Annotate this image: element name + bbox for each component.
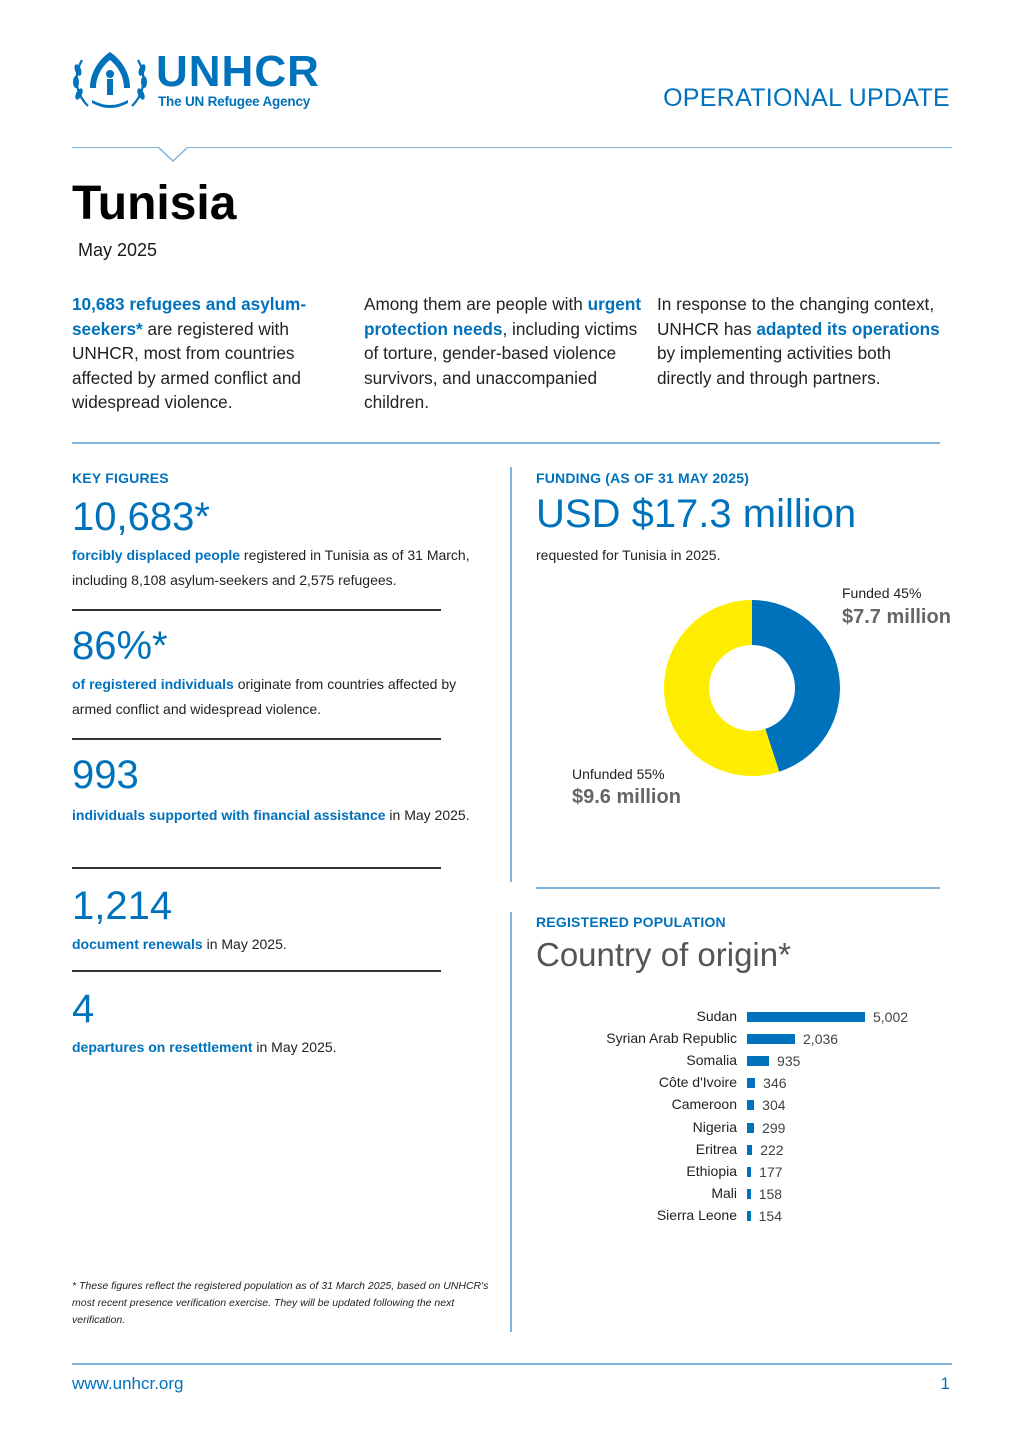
bar-value-label: 177 [759,1163,783,1180]
key-figure-number: 4 [72,987,95,1031]
key-figure-description: document renewals in May 2025. [72,936,287,952]
chevron-down-icon [157,147,189,163]
key-figure-description: individuals supported with financial assistance in May 2025. [72,807,470,823]
bar [747,1056,769,1066]
bar-value-label: 299 [762,1119,786,1136]
bar [747,1034,795,1044]
bar-category-label: Nigeria [692,1118,737,1135]
country-of-origin-bar-chart [530,1008,950,1238]
bar-value-label: 2,036 [803,1031,839,1048]
intro-divider [72,442,940,444]
key-figure-description: forcibly displaced people registered in Tunisia as of 31 March, including 8,108 asylum-seekers and 2,575 refugees. [72,547,470,588]
key-figures-label: KEY FIGURES [72,470,169,486]
logo-tagline: The UN Refugee Agency [158,94,311,109]
unhcr-emblem-icon [72,48,148,114]
key-figure-description: of registered individuals originate from countries affected by armed conflict and widespread violence. [72,676,457,717]
bar-value-label: 158 [758,1185,783,1202]
bar-category-label: Sierra Leone [656,1206,737,1223]
bar [747,1189,751,1199]
column-divider [510,467,512,882]
page-number: 1 [940,1374,950,1393]
bar [747,1078,755,1088]
funding-donut-chart [662,598,842,778]
bar-value-label: 5,002 [873,1009,909,1025]
unhcr-logo [72,48,342,114]
key-figure-divider [72,970,441,972]
report-date: May 2025 [78,240,158,260]
document-type: OPERATIONAL UPDATE [663,84,950,112]
bar-value-label: 304 [762,1097,786,1114]
key-figure-divider [72,867,441,869]
footer-divider [72,1363,952,1365]
bar [747,1012,865,1022]
bar-value-label: 154 [758,1207,782,1224]
column-divider [510,912,512,1332]
bar-value-label: 346 [763,1075,787,1092]
bar [747,1145,752,1155]
funding-note: requested for Tunisia in 2025. [536,547,721,563]
logo-wordmark: UNHCR [156,47,320,96]
footnote: * These figures reflect the registered population as of 31 March 2025, based on UNHCR's most recent presence verification exercise. They will be updated following the next verification. [72,1280,489,1326]
bar-category-label: Syrian Arab Republic [606,1030,737,1047]
website-link[interactable]: www.unhcr.org [72,1374,184,1393]
bar-value-label: 935 [777,1053,801,1070]
header-divider [72,147,952,148]
funding-divider [536,887,940,889]
key-figure-number: 86%* [72,624,168,668]
funded-amount: $7.7 million [842,606,951,628]
bar-category-label: Côte d'Ivoire [658,1074,737,1091]
bar-category-label: Somalia [686,1052,737,1069]
bar-category-label: Ethiopia [686,1162,737,1179]
bar-category-label: Cameroon [671,1096,737,1113]
unfunded-label: Unfunded 55% [572,766,665,782]
unfunded-amount: $9.6 million [572,786,681,808]
bar [747,1123,754,1133]
funded-label: Funded 45% [842,585,922,601]
bar [747,1100,754,1110]
bar-category-label: Mali [711,1184,737,1201]
bar-category-label: Sudan [696,1008,737,1024]
intro-column-3: In response to the changing context, UNHCR has adapted its operations by implementing activities both directly and through partners. [657,294,940,388]
bar [747,1167,751,1177]
key-figure-divider [72,609,441,611]
key-figure-description: departures on resettlement in May 2025. [72,1039,337,1055]
page-title: Tunisia [72,177,237,230]
population-label: REGISTERED POPULATION [536,914,726,930]
key-figure-number: 1,214 [72,884,173,928]
country-chart-title: Country of origin* [536,936,791,973]
key-figure-number: 10,683* [72,495,210,539]
bar-value-label: 222 [760,1141,784,1158]
bar [747,1211,751,1221]
bar-category-label: Eritrea [695,1140,737,1157]
funding-amount: USD $17.3 million [536,492,857,536]
intro-column-2: Among them are people with urgent protection needs, including victims of torture, gender-based violence survivors, and unaccompanied children. [364,294,642,412]
key-figure-number: 993 [72,753,139,797]
funding-label: FUNDING (AS OF 31 MAY 2025) [536,470,750,486]
key-figure-divider [72,738,441,740]
intro-column-1: 10,683 refugees and asylum-seekers* are registered with UNHCR, most from countries affected by armed conflict and widespread violence. [72,294,307,412]
